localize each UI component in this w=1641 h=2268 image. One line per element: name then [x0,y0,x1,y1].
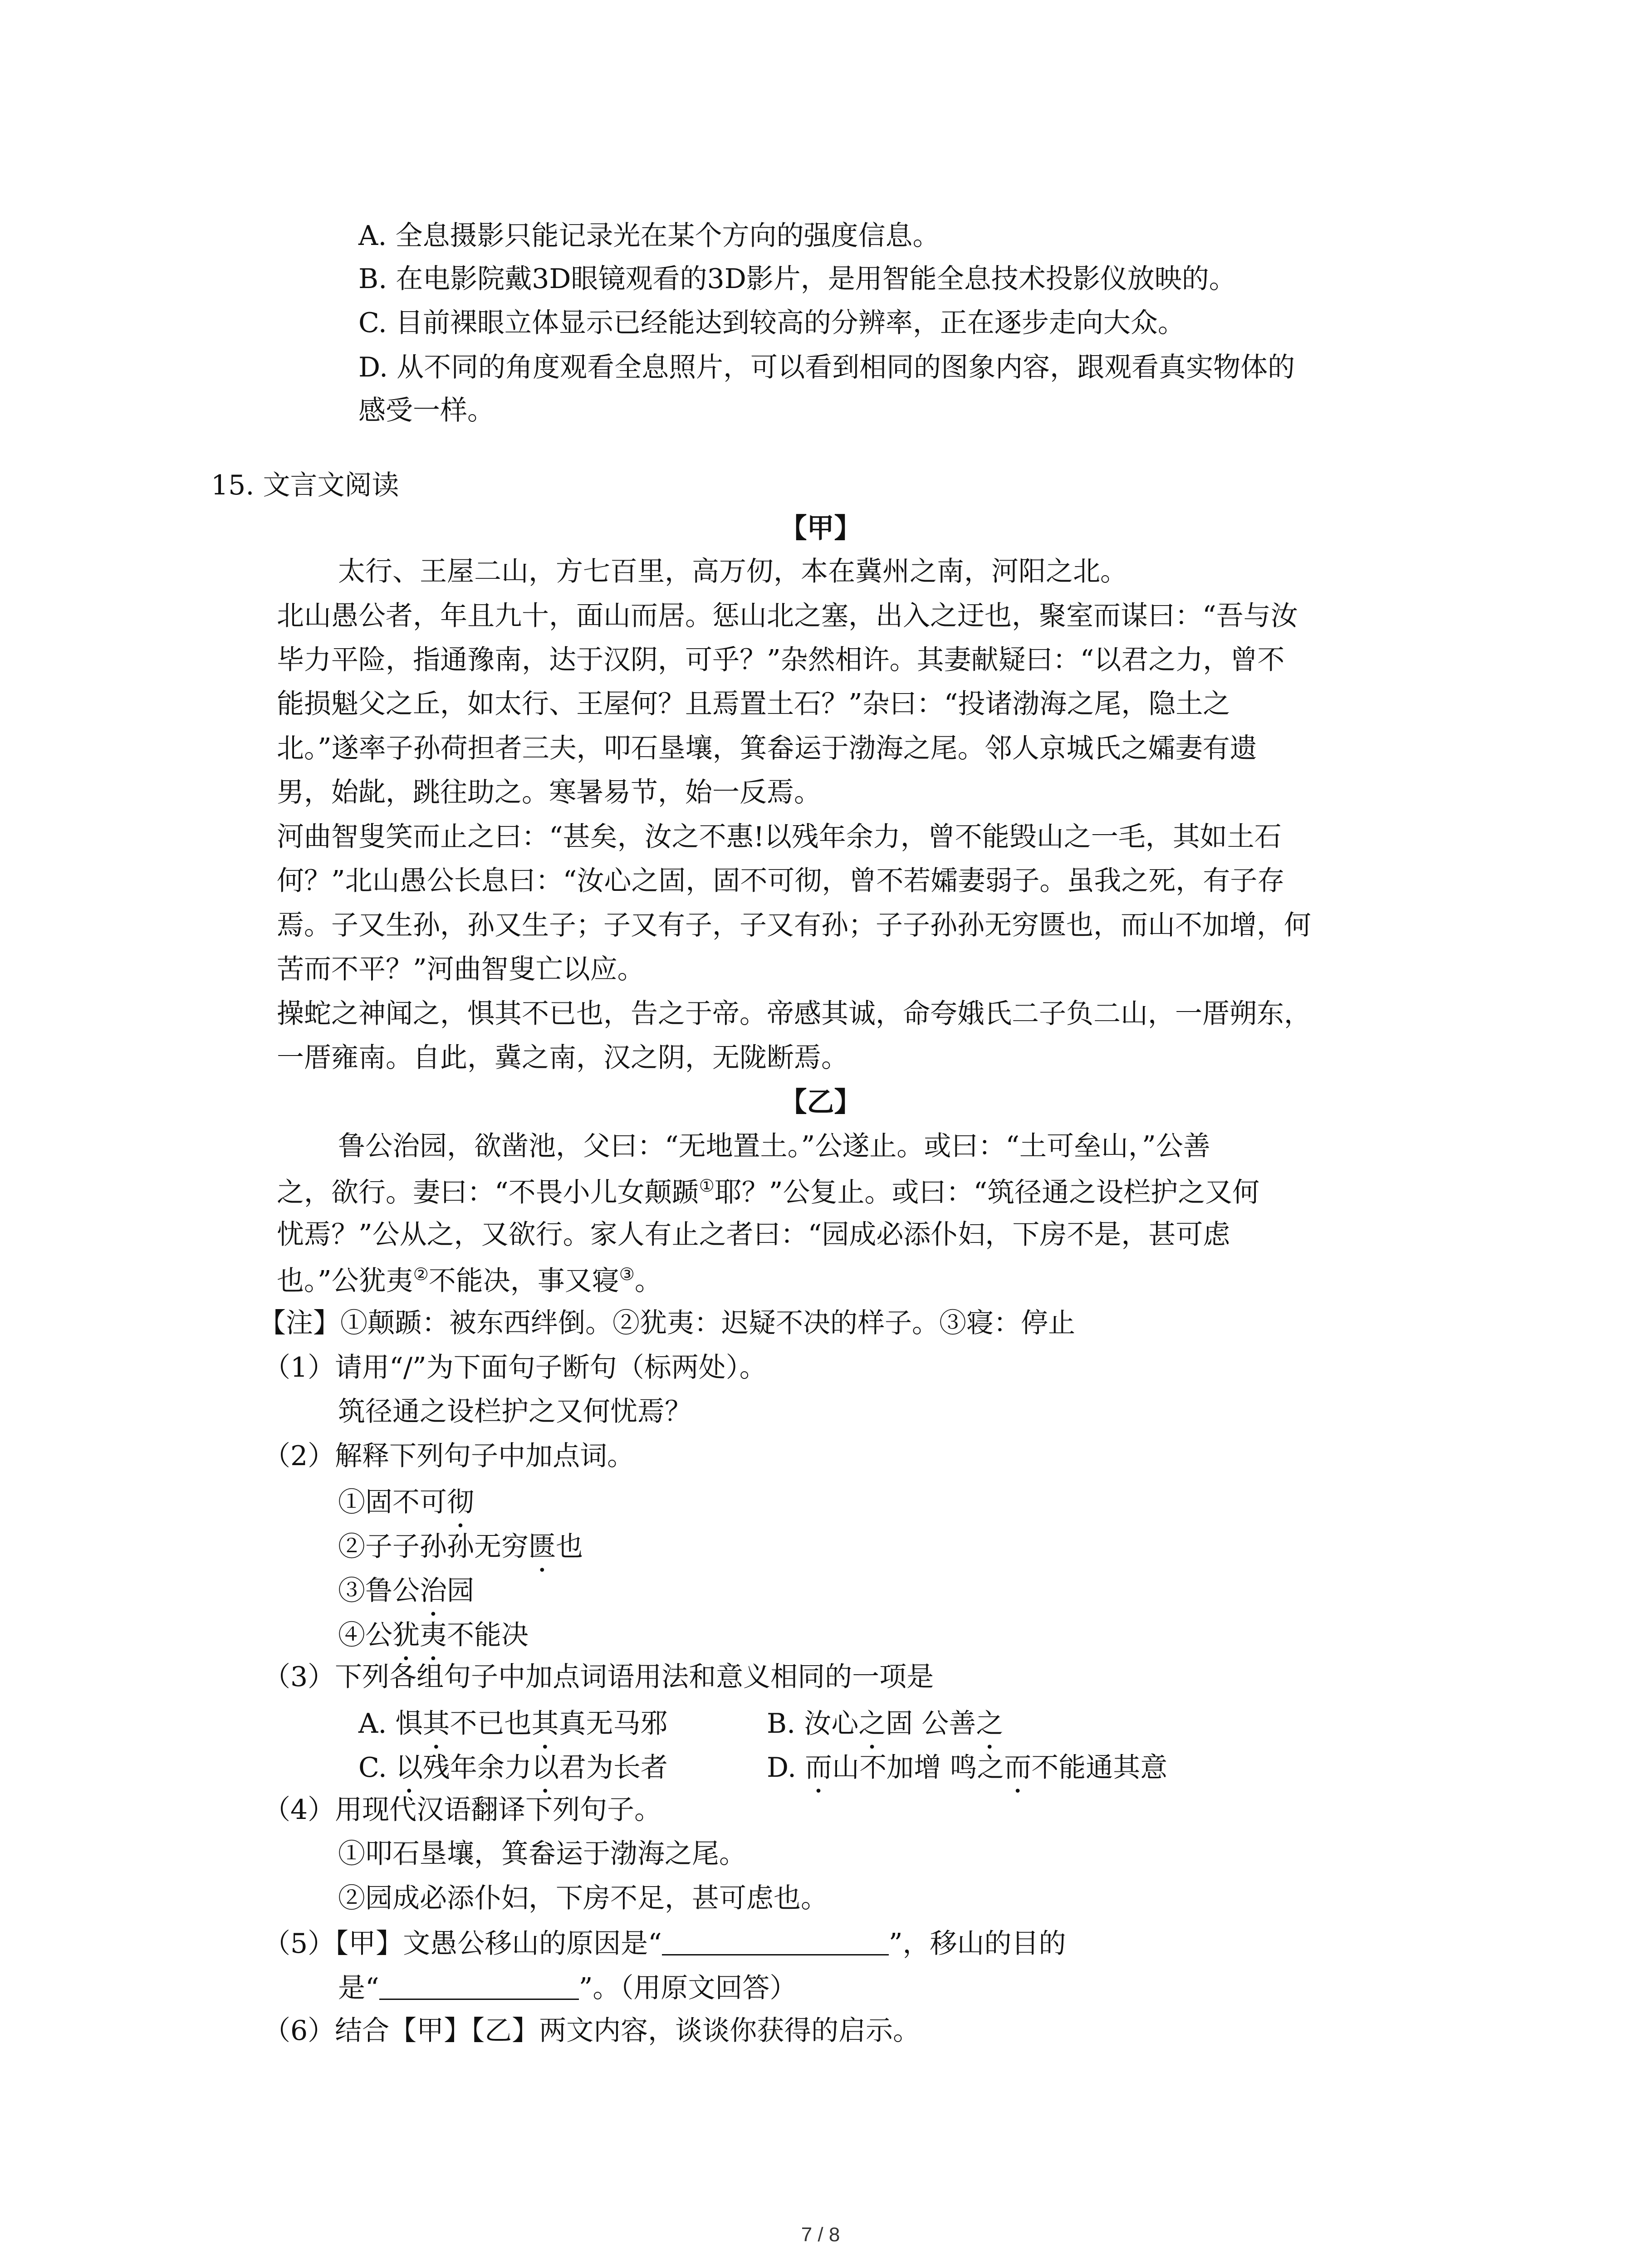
subquestion-3-option-c: C. 以残年余力以君为长者 [358,1752,668,1784]
subquestion-4-sentence: ②园成必添仆妇，下房不足，甚可虑也。 [338,1882,828,1914]
yi-line: 之，欲行。妻曰：“不畏小儿女颠踬①耶？”公复止。或曰：“筑径通之设栏护之又何 [277,1176,1260,1208]
dotted-word: 以 [531,1752,559,1784]
option-d-line2: 感受一样。 [358,395,495,426]
jia-line: 一厝雍南。自此，冀之南，汉之阴，无陇断焉。 [277,1042,848,1074]
footnote: 【注】①颠踬：被东西绊倒。②犹夷：迟疑不决的样子。③寝：停止 [259,1307,1075,1339]
yi-line: 忧焉？”公从之，又欲行。家人有止之者曰：“园成必添仆妇，下房不是，甚可虑 [277,1219,1230,1251]
answer-blank[interactable] [379,1973,579,2000]
jia-line: 男，始龀，跳往助之。寒暑易节，始一反焉。 [277,777,821,808]
subquestion-2-item: ④公犹夷不能决 [338,1619,529,1651]
dotted-word: 以 [395,1752,423,1784]
jia-line: 能损魁父之丘，如太行、王屋何？且焉置土石？”杂曰：“投诸渤海之尾，隐土之 [277,688,1230,720]
dotted-word: 而 [1004,1752,1032,1784]
dotted-word: 彻 [447,1486,474,1518]
dotted-word: 而 [805,1752,833,1784]
subquestion-1-sentence: 筑径通之设栏护之又何忧焉？ [338,1396,692,1427]
passage-yi-title: 【乙】 [779,1086,862,1118]
option-a: A. 全息摄影只能记录光在某个方向的强度信息。 [358,220,940,252]
page-number: 7 / 8 [801,2224,840,2246]
jia-line: 苦而不平？”河曲智叟亡以应。 [277,953,645,985]
subquestion-6: （6）结合【甲】【乙】两文内容，谈谈你获得的启示。 [263,2015,921,2047]
jia-line: 焉。子又生孙，孙又生子；子又有子，子又有孙；子子孙孙无穷匮也，而山不加增，何 [277,909,1311,941]
dotted-word: 之 [858,1708,886,1740]
subquestion-2: （2）解释下列句子中加点词。 [263,1440,635,1472]
subquestion-3-option-d: D. 而山不加增 鸣之而不能通其意 [767,1752,1168,1784]
footnote-ref: ② [413,1264,429,1284]
yi-line: 鲁公治园，欲凿池，父曰：“无地置土。”公遂止。或曰：“土可垒山，”公善 [338,1130,1210,1162]
question-15-heading: 15. 文言文阅读 [211,469,399,501]
jia-line: 北。”遂率子孙荷担者三夫，叩石垦壤，箕畚运于渤海之尾。邻人京城氏之孀妻有遗 [277,733,1257,764]
subquestion-2-item: ②子子孙孙无穷匮也 [338,1531,583,1563]
answer-blank[interactable] [662,1929,889,1955]
dotted-word: 匮 [529,1531,556,1563]
passage-jia-title: 【甲】 [779,513,862,544]
dotted-word: 之 [976,1708,1004,1740]
subquestion-1: （1）请用“/”为下面句子断句（标两处）。 [263,1352,767,1383]
subquestion-2-item: ①固不可彻 [338,1486,474,1518]
dotted-word: 其 [531,1708,559,1740]
footnote-ref: ③ [619,1264,635,1284]
dotted-word: 其 [422,1708,450,1740]
jia-line: 河曲智叟笑而止之曰：“甚矣，汝之不惠!以残年余力，曾不能毁山之一毛，其如土石 [277,821,1282,853]
subquestion-3: （3）下列各组句子中加点词语用法和意义相同的一项是 [263,1661,934,1693]
jia-line: 操蛇之神闻之，惧其不已也，告之于帝。帝感其诚，命夸娥氏二子负二山，一厝朔东， [277,998,1311,1030]
subquestion-5-line2: 是“ ”。（用原文回答） [338,1972,797,2004]
jia-line: 太行、王屋二山，方七百里，高万仞，本在冀州之南，河阳之北。 [338,556,1127,587]
subquestion-2-item: ③鲁公治园 [338,1575,474,1607]
subquestion-3-option-a: A. 惧其不已也其真无马邪 [358,1708,668,1740]
option-c: C. 目前裸眼立体显示已经能达到较高的分辨率，正在逐步走向大众。 [358,307,1185,339]
option-b: B. 在电影院戴3D眼镜观看的3D影片，是用智能全息技术投影仪放映的。 [358,263,1236,295]
dotted-word: 治 [420,1575,447,1607]
option-d-line1: D. 从不同的角度观看全息照片，可以看到相同的图象内容，跟观看真实物体的 [358,352,1295,383]
jia-line: 毕力平险，指通豫南，达于汉阴，可乎？”杂然相许。其妻献疑曰：“以君之力，曾不 [277,644,1285,676]
footnote-ref: ① [699,1176,715,1196]
subquestion-5: （5）【甲】文愚公移山的原因是“ ”，移山的目的 [263,1928,1066,1960]
jia-line: 何？”北山愚公长息曰：“汝心之固，固不可彻，曾不若孀妻弱子。虽我之死，有子存 [277,865,1285,897]
dotted-word: 犹夷 [392,1619,447,1651]
subquestion-4-sentence: ①叩石垦壤，箕畚运于渤海之尾。 [338,1838,746,1870]
subquestion-3-option-b: B. 汝心之固 公善之 [767,1708,1004,1740]
jia-line: 北山愚公者，年且九十，面山而居。惩山北之塞，出入之迂也，聚室而谋曰：“吾与汝 [277,600,1298,632]
yi-line: 也。”公犹夷②不能决，事又寝③。 [277,1264,662,1297]
subquestion-4: （4）用现代汉语翻译下列句子。 [263,1794,662,1826]
